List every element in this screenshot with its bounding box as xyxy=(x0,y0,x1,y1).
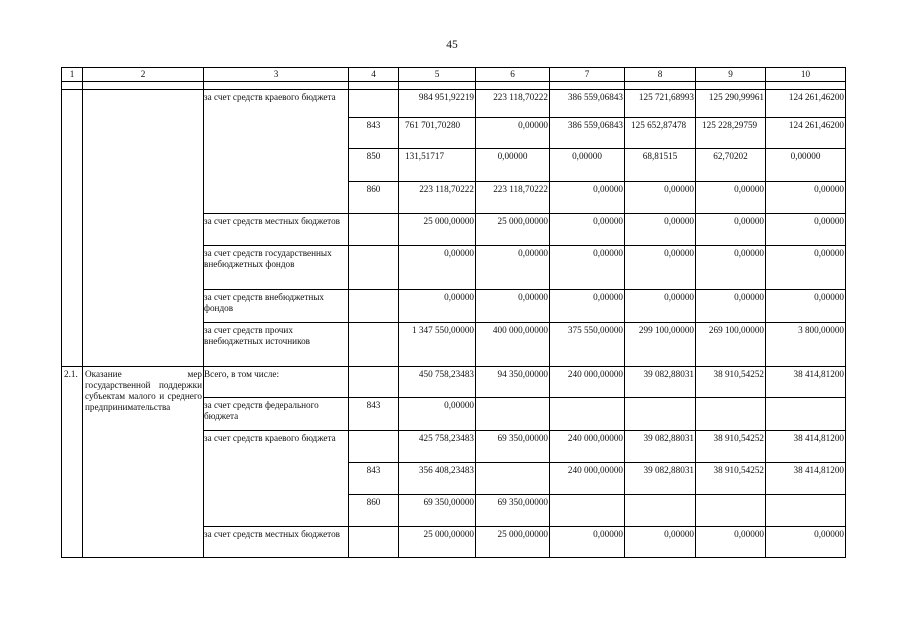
amount-cell: 269 100,00000 xyxy=(696,323,766,367)
amount-cell: 0,00000 xyxy=(766,246,846,290)
amount-cell: 25 000,00000 xyxy=(476,214,550,246)
amount-cell: 0,00000 xyxy=(625,214,696,246)
amount-cell: 38 414,81200 xyxy=(766,463,846,495)
amount-cell: 0,00000 xyxy=(696,527,766,558)
column-header: 8 xyxy=(625,68,696,82)
funding-source-cell: за счет средств краевого бюджета xyxy=(204,431,349,527)
funding-source-cell: Всего, в том числе: xyxy=(204,367,349,398)
amount-cell: 0,00000 xyxy=(766,182,846,214)
amount-cell: 0,00000 xyxy=(625,182,696,214)
budget-table xyxy=(61,67,846,558)
amount-cell xyxy=(550,495,625,527)
amount-cell: 69 350,00000 xyxy=(476,431,550,463)
amount-cell: 0,00000 xyxy=(766,214,846,246)
code-cell: 843 xyxy=(349,463,399,495)
amount-cell: 0,00000 xyxy=(550,246,625,290)
amount-cell xyxy=(766,398,846,431)
amount-cell: 386 559,06843 xyxy=(550,90,625,118)
code-cell: 843 xyxy=(349,118,399,149)
code-cell xyxy=(349,527,399,558)
column-header: 9 xyxy=(696,68,766,82)
amount-cell: 25 000,00000 xyxy=(399,214,476,246)
separator-cell xyxy=(399,82,476,90)
amount-cell xyxy=(766,495,846,527)
amount-cell: 62,70202 xyxy=(696,149,766,182)
amount-cell: 240 000,00000 xyxy=(550,463,625,495)
amount-cell: 38 414,81200 xyxy=(766,367,846,398)
code-cell: 843 xyxy=(349,398,399,431)
amount-cell: 124 261,46200 xyxy=(766,90,846,118)
amount-cell: 0,00000 xyxy=(625,527,696,558)
amount-cell: 39 082,88031 xyxy=(625,367,696,398)
amount-cell: 0,00000 xyxy=(550,527,625,558)
amount-cell: 450 758,23483 xyxy=(399,367,476,398)
table-row xyxy=(62,90,846,118)
header-row xyxy=(62,68,846,82)
amount-cell: 223 118,70222 xyxy=(476,90,550,118)
amount-cell: 25 000,00000 xyxy=(476,527,550,558)
amount-cell: 69 350,00000 xyxy=(399,495,476,527)
funding-source-cell: за счет средств местных бюджетов xyxy=(204,527,349,558)
amount-cell: 39 082,88031 xyxy=(625,463,696,495)
amount-cell: 0,00000 xyxy=(696,246,766,290)
amount-cell: 0,00000 xyxy=(476,290,550,323)
table-row xyxy=(62,367,846,398)
amount-cell: 425 758,23483 xyxy=(399,431,476,463)
amount-cell: 223 118,70222 xyxy=(476,182,550,214)
item-number-cell xyxy=(62,90,83,367)
amount-cell xyxy=(696,398,766,431)
amount-cell xyxy=(625,398,696,431)
amount-cell: 39 082,88031 xyxy=(625,431,696,463)
amount-cell: 375 550,00000 xyxy=(550,323,625,367)
item-number-cell: 2.1. xyxy=(62,367,83,558)
amount-cell: 0,00000 xyxy=(696,214,766,246)
separator-cell xyxy=(62,82,83,90)
amount-cell: 38 414,81200 xyxy=(766,431,846,463)
header-separator-row xyxy=(62,82,846,90)
amount-cell xyxy=(476,398,550,431)
separator-cell xyxy=(625,82,696,90)
column-header: 7 xyxy=(550,68,625,82)
code-cell xyxy=(349,290,399,323)
amount-cell: 223 118,70222 xyxy=(399,182,476,214)
column-header: 2 xyxy=(83,68,204,82)
amount-cell: 0,00000 xyxy=(550,290,625,323)
amount-cell: 0,00000 xyxy=(766,290,846,323)
column-header: 4 xyxy=(349,68,399,82)
amount-cell: 124 261,46200 xyxy=(766,118,846,149)
measure-name-cell xyxy=(83,90,204,367)
code-cell xyxy=(349,90,399,118)
column-header: 5 xyxy=(399,68,476,82)
amount-cell: 400 000,00000 xyxy=(476,323,550,367)
column-header: 6 xyxy=(476,68,550,82)
separator-cell xyxy=(204,82,349,90)
code-cell xyxy=(349,246,399,290)
separator-cell xyxy=(696,82,766,90)
amount-cell: 0,00000 xyxy=(476,246,550,290)
amount-cell: 94 350,00000 xyxy=(476,367,550,398)
amount-cell: 0,00000 xyxy=(625,246,696,290)
amount-cell: 69 350,00000 xyxy=(476,495,550,527)
code-cell: 860 xyxy=(349,495,399,527)
code-cell xyxy=(349,323,399,367)
amount-cell: 761 701,70280 xyxy=(399,118,476,149)
amount-cell: 0,00000 xyxy=(696,290,766,323)
code-cell: 860 xyxy=(349,182,399,214)
funding-source-cell: за счет средств государственных внебюджетных фондов xyxy=(204,246,349,290)
funding-source-cell: за счет средств внебюджетных фондов xyxy=(204,290,349,323)
funding-source-cell: за счет средств местных бюджетов xyxy=(204,214,349,246)
amount-cell: 1 347 550,00000 xyxy=(399,323,476,367)
funding-source-cell: за счет средств прочих внебюджетных источников xyxy=(204,323,349,367)
amount-cell: 299 100,00000 xyxy=(625,323,696,367)
amount-cell: 38 910,54252 xyxy=(696,431,766,463)
amount-cell: 25 000,00000 xyxy=(399,527,476,558)
column-header: 1 xyxy=(62,68,83,82)
amount-cell: 68,81515 xyxy=(625,149,696,182)
separator-cell xyxy=(349,82,399,90)
amount-cell xyxy=(696,495,766,527)
amount-cell: 0,00000 xyxy=(766,527,846,558)
code-cell: 850 xyxy=(349,149,399,182)
amount-cell: 356 408,23483 xyxy=(399,463,476,495)
funding-source-cell: за счет средств краевого бюджета xyxy=(204,90,349,214)
code-cell xyxy=(349,367,399,398)
column-header: 3 xyxy=(204,68,349,82)
amount-cell: 0,00000 xyxy=(696,182,766,214)
separator-cell xyxy=(550,82,625,90)
amount-cell: 0,00000 xyxy=(550,182,625,214)
amount-cell xyxy=(476,463,550,495)
amount-cell: 3 800,00000 xyxy=(766,323,846,367)
separator-cell xyxy=(476,82,550,90)
code-cell xyxy=(349,431,399,463)
amount-cell: 125 652,87478 xyxy=(625,118,696,149)
amount-cell xyxy=(625,495,696,527)
amount-cell: 0,00000 xyxy=(476,149,550,182)
page-number: 45 xyxy=(446,39,458,51)
amount-cell: 131,51717 xyxy=(399,149,476,182)
measure-name-cell: Оказание мер государственной поддержки субъектам малого и среднего предпринимательства xyxy=(83,367,204,558)
separator-cell xyxy=(766,82,846,90)
amount-cell: 0,00000 xyxy=(476,118,550,149)
amount-cell: 984 951,92219 xyxy=(399,90,476,118)
amount-cell: 0,00000 xyxy=(399,246,476,290)
amount-cell: 386 559,06843 xyxy=(550,118,625,149)
amount-cell: 0,00000 xyxy=(550,149,625,182)
amount-cell: 0,00000 xyxy=(625,290,696,323)
code-cell xyxy=(349,214,399,246)
amount-cell: 125 228,29759 xyxy=(696,118,766,149)
amount-cell: 0,00000 xyxy=(399,398,476,431)
amount-cell: 38 910,54252 xyxy=(696,367,766,398)
amount-cell xyxy=(550,398,625,431)
amount-cell: 0,00000 xyxy=(550,214,625,246)
amount-cell: 38 910,54252 xyxy=(696,463,766,495)
amount-cell: 240 000,00000 xyxy=(550,367,625,398)
column-header: 10 xyxy=(766,68,846,82)
amount-cell: 125 721,68993 xyxy=(625,90,696,118)
amount-cell: 125 290,99961 xyxy=(696,90,766,118)
amount-cell: 0,00000 xyxy=(399,290,476,323)
amount-cell: 0,00000 xyxy=(766,149,846,182)
amount-cell: 240 000,00000 xyxy=(550,431,625,463)
separator-cell xyxy=(83,82,204,90)
funding-source-cell: за счет средств федерального бюджета xyxy=(204,398,349,431)
